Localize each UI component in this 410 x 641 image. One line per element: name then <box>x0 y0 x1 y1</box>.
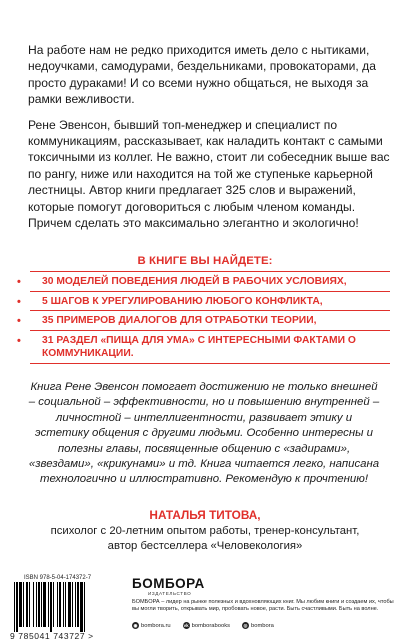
social-link-label: bomborabooks <box>191 622 231 629</box>
social-link-website[interactable] <box>132 622 171 629</box>
bullet-icon: • <box>17 334 21 347</box>
social-link-instagram[interactable] <box>242 622 274 629</box>
barcode-digits: 9 785041 743727 > <box>10 631 94 641</box>
bullet-icon: • <box>17 315 21 327</box>
features-item-text: 31 РАЗДЕЛ «ПИЩА ДЛЯ УМА» С ИНТЕРЕСНЫМИ ФАКТАМИ О КОММУНИКАЦИИ. <box>42 334 356 359</box>
intro-paragraph-1: На работе нам не редко приходится иметь дело с нытиками, недоучками, самодурами, бездельниками, провокаторами, да просто дураками! И со всеми нужно общаться, не выходя за рамки вежливости. <box>28 43 376 107</box>
social-link-label: bombora.ru <box>141 622 171 629</box>
social-link-label: bombora <box>251 622 274 629</box>
bullet-icon: • <box>17 276 21 288</box>
bullet-icon: • <box>17 295 21 308</box>
review-author-bestseller: автор бестселлера «Человекология» <box>107 539 303 552</box>
features-item-text: 30 МОДЕЛЕЙ ПОВЕДЕНИЯ ЛЮДЕЙ В РАБОЧИХ УСЛОВИЯХ, <box>42 276 347 287</box>
publisher-logo: БОМБОРА <box>132 576 205 591</box>
features-item-text: 5 ШАГОВ К УРЕГУЛИРОВАНИЮ ЛЮБОГО КОНФЛИКТА, <box>42 295 323 307</box>
features-list-item <box>17 310 390 330</box>
review-author-credentials: психолог с 20-летним опытом работы, тренер-консультант, <box>50 525 360 537</box>
isbn-text: ISBN 978-5-04-174372-7 <box>24 575 92 581</box>
intro-paragraph-2: Рене Эвенсон, бывший топ-менеджер и специалист по коммуникациям, рассказывает, как наладить контакт с самыми токсичными из коллег. Не важно, стоит ли собеседник выше вас по рангу, ниже или находится на той же ступеньке карьерной лестницы. Автор книги предлагает 325 слов и выражений, которые помогут договориться с любым членом команды. Причем сделать это максимально элегантно и экологично! <box>28 117 390 231</box>
review-author-name: НАТАЛЬЯ ТИТОВА, <box>149 508 261 522</box>
features-list-item <box>17 271 390 291</box>
features-list <box>17 271 390 364</box>
isbn-block <box>10 575 118 641</box>
vk-icon: vk <box>183 623 189 628</box>
social-links <box>132 622 274 629</box>
instagram-icon: ◎ <box>243 623 248 628</box>
review-author-description <box>0 524 410 554</box>
review-quote: Книга Рене Эвенсон помогает достижению не только внешней – социальной – эффективности, но и повышению внутренней – личностной – интеллигентности, развивает этику и эстетику общения с другими людьми. Особенно интересны и полезны главы, посвященные общению с «задирами», «звездами», «крикунами» и тд. Книга читается легко, написана технологично и иллюстративно. Рекомендую к прочтению! <box>28 381 380 486</box>
publisher-subtitle: ИЗДАТЕЛЬСТВО <box>148 591 192 596</box>
features-item-text: 35 ПРИМЕРОВ ДИАЛОГОВ ДЛЯ ОТРАБОТКИ ТЕОРИИ, <box>42 315 317 326</box>
features-list-item <box>17 291 390 311</box>
features-list-item <box>17 330 390 364</box>
intro-text <box>28 42 390 240</box>
barcode-icon <box>10 582 114 632</box>
publisher-description: БОМБОРА – лидер на рынке полезных и вдохновляющих книг. Мы любим книги и создаем их, чтобы вы могли творить, открывать мир, пробовать новое, расти. Быть счастливыми. Быть на волне. <box>132 599 394 612</box>
features-title: В КНИГЕ ВЫ НАЙДЕТЕ: <box>137 255 273 267</box>
globe-icon: ◉ <box>133 623 138 628</box>
social-link-vk[interactable] <box>183 622 230 629</box>
